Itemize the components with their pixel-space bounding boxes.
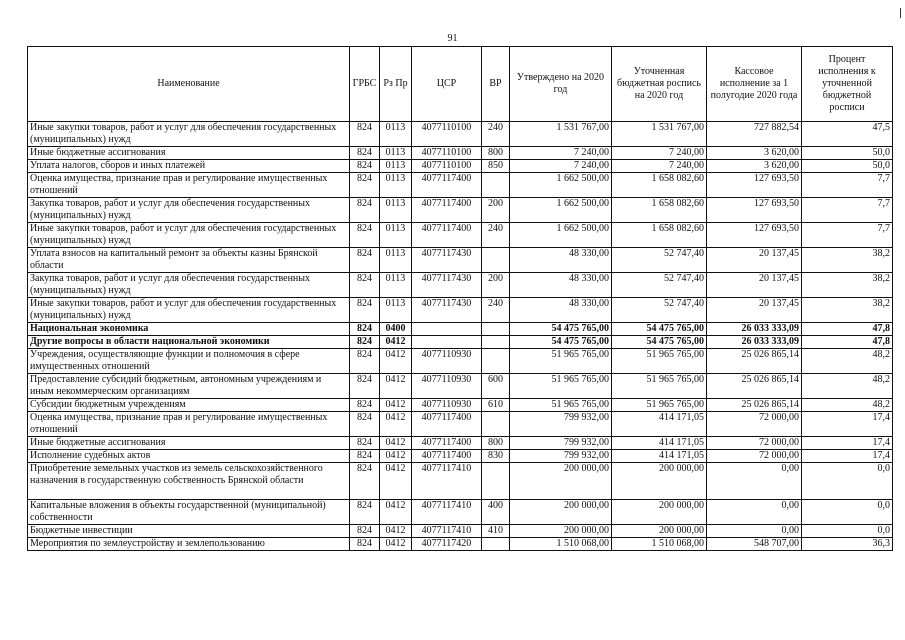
cell-rzpr: 0113 bbox=[380, 223, 412, 248]
cell-vr: 830 bbox=[482, 450, 510, 463]
cell-percent: 50,0 bbox=[802, 147, 893, 160]
cell-percent: 17,4 bbox=[802, 437, 893, 450]
cell-refined: 51 965 765,00 bbox=[612, 349, 707, 374]
cell-approved: 1 662 500,00 bbox=[510, 198, 612, 223]
cell-refined: 414 171,05 bbox=[612, 450, 707, 463]
cell-percent: 36,3 bbox=[802, 538, 893, 551]
cell-approved: 48 330,00 bbox=[510, 298, 612, 323]
cell-cash: 548 707,00 bbox=[707, 538, 802, 551]
cell-vr: 410 bbox=[482, 525, 510, 538]
table-row bbox=[28, 374, 893, 399]
cell-refined: 52 747,40 bbox=[612, 248, 707, 273]
cell-name: Иные бюджетные ассигнования bbox=[28, 437, 350, 450]
cell-approved: 1 510 068,00 bbox=[510, 538, 612, 551]
cell-vr: 610 bbox=[482, 399, 510, 412]
cell-name: Субсидии бюджетным учреждениям bbox=[28, 399, 350, 412]
cell-rzpr: 0113 bbox=[380, 122, 412, 147]
cell-refined: 51 965 765,00 bbox=[612, 399, 707, 412]
cell-rzpr: 0113 bbox=[380, 147, 412, 160]
cell-refined: 51 965 765,00 bbox=[612, 374, 707, 399]
cell-rzpr: 0113 bbox=[380, 298, 412, 323]
cell-name: Иные закупки товаров, работ и услуг для обеспечения государственных (муниципальных) нужд bbox=[28, 122, 350, 147]
cell-name: Другие вопросы в области национальной экономики bbox=[28, 336, 350, 349]
cell-vr: 240 bbox=[482, 122, 510, 147]
cell-approved: 51 965 765,00 bbox=[510, 349, 612, 374]
table-row bbox=[28, 198, 893, 223]
col-header-grbs: ГРБС bbox=[350, 47, 380, 122]
cell-rzpr: 0412 bbox=[380, 437, 412, 450]
table-row bbox=[28, 538, 893, 551]
cell-approved: 7 240,00 bbox=[510, 160, 612, 173]
cell-refined: 54 475 765,00 bbox=[612, 323, 707, 336]
cell-percent: 0,0 bbox=[802, 463, 893, 500]
cell-approved: 1 662 500,00 bbox=[510, 223, 612, 248]
cell-name: Исполнение судебных актов bbox=[28, 450, 350, 463]
cell-name: Бюджетные инвестиции bbox=[28, 525, 350, 538]
cell-name: Закупка товаров, работ и услуг для обеспечения государственных (муниципальных) нужд bbox=[28, 273, 350, 298]
cell-refined: 200 000,00 bbox=[612, 525, 707, 538]
cell-rzpr: 0113 bbox=[380, 173, 412, 198]
cell-csr bbox=[412, 323, 482, 336]
cell-approved: 1 662 500,00 bbox=[510, 173, 612, 198]
cell-approved: 799 932,00 bbox=[510, 412, 612, 437]
cell-grbs: 824 bbox=[350, 437, 380, 450]
cell-approved: 7 240,00 bbox=[510, 147, 612, 160]
cell-percent: 7,7 bbox=[802, 173, 893, 198]
cell-name: Капитальные вложения в объекты государственной (муниципальной) собственности bbox=[28, 500, 350, 525]
cell-refined: 54 475 765,00 bbox=[612, 336, 707, 349]
cell-percent: 17,4 bbox=[802, 450, 893, 463]
cell-refined: 200 000,00 bbox=[612, 500, 707, 525]
cell-vr bbox=[482, 248, 510, 273]
cell-vr: 400 bbox=[482, 500, 510, 525]
col-header-csr: ЦСР bbox=[412, 47, 482, 122]
col-header-percent: Процент исполнения к уточненной бюджетной росписи bbox=[802, 47, 893, 122]
cell-percent: 0,0 bbox=[802, 525, 893, 538]
cell-cash: 3 620,00 bbox=[707, 147, 802, 160]
cell-name: Национальная экономика bbox=[28, 323, 350, 336]
cell-cash: 727 882,54 bbox=[707, 122, 802, 147]
cell-csr: 4077117400 bbox=[412, 173, 482, 198]
cell-refined: 52 747,40 bbox=[612, 273, 707, 298]
cell-csr: 4077110930 bbox=[412, 374, 482, 399]
cell-name: Оценка имущества, признание прав и регулирование имущественных отношений bbox=[28, 173, 350, 198]
cell-vr bbox=[482, 349, 510, 374]
cell-percent: 0,0 bbox=[802, 500, 893, 525]
cell-grbs: 824 bbox=[350, 463, 380, 500]
col-header-name: Наименование bbox=[28, 47, 350, 122]
cell-rzpr: 0113 bbox=[380, 273, 412, 298]
cell-name: Уплата налогов, сборов и иных платежей bbox=[28, 160, 350, 173]
cell-refined: 1 658 082,60 bbox=[612, 198, 707, 223]
table-row bbox=[28, 336, 893, 349]
cell-csr: 4077110100 bbox=[412, 160, 482, 173]
cell-grbs: 824 bbox=[350, 122, 380, 147]
table-row bbox=[28, 273, 893, 298]
cell-percent: 7,7 bbox=[802, 223, 893, 248]
cell-refined: 1 531 767,00 bbox=[612, 122, 707, 147]
cell-percent: 38,2 bbox=[802, 248, 893, 273]
cell-vr bbox=[482, 412, 510, 437]
cell-cash: 72 000,00 bbox=[707, 450, 802, 463]
cell-vr bbox=[482, 336, 510, 349]
cell-rzpr: 0412 bbox=[380, 349, 412, 374]
table-row bbox=[28, 450, 893, 463]
cell-cash: 3 620,00 bbox=[707, 160, 802, 173]
cell-csr: 4077117430 bbox=[412, 273, 482, 298]
cell-grbs: 824 bbox=[350, 298, 380, 323]
cell-csr: 4077117400 bbox=[412, 198, 482, 223]
cell-refined: 414 171,05 bbox=[612, 412, 707, 437]
cell-csr: 4077117420 bbox=[412, 538, 482, 551]
cell-cash: 26 033 333,09 bbox=[707, 336, 802, 349]
cell-percent: 17,4 bbox=[802, 412, 893, 437]
cell-grbs: 824 bbox=[350, 198, 380, 223]
cell-vr: 800 bbox=[482, 437, 510, 450]
table-row bbox=[28, 463, 893, 500]
cell-grbs: 824 bbox=[350, 412, 380, 437]
cell-grbs: 824 bbox=[350, 500, 380, 525]
cell-refined: 1 658 082,60 bbox=[612, 223, 707, 248]
cell-percent: 48,2 bbox=[802, 349, 893, 374]
table-row bbox=[28, 323, 893, 336]
cell-rzpr: 0113 bbox=[380, 198, 412, 223]
cell-cash: 127 693,50 bbox=[707, 198, 802, 223]
cell-grbs: 824 bbox=[350, 173, 380, 198]
cell-vr bbox=[482, 538, 510, 551]
cell-grbs: 824 bbox=[350, 223, 380, 248]
cell-csr: 4077110930 bbox=[412, 399, 482, 412]
cell-csr: 4077110100 bbox=[412, 122, 482, 147]
cell-grbs: 824 bbox=[350, 323, 380, 336]
cell-percent: 47,8 bbox=[802, 323, 893, 336]
cell-vr bbox=[482, 323, 510, 336]
cell-vr: 240 bbox=[482, 223, 510, 248]
table-row bbox=[28, 349, 893, 374]
cell-vr bbox=[482, 173, 510, 198]
cell-percent: 48,2 bbox=[802, 399, 893, 412]
table-row bbox=[28, 122, 893, 147]
cell-csr bbox=[412, 336, 482, 349]
cell-name: Мероприятия по землеустройству и землепользованию bbox=[28, 538, 350, 551]
cell-percent: 50,0 bbox=[802, 160, 893, 173]
table-row bbox=[28, 248, 893, 273]
cell-grbs: 824 bbox=[350, 525, 380, 538]
cell-rzpr: 0412 bbox=[380, 500, 412, 525]
budget-execution-table bbox=[27, 46, 893, 551]
cell-percent: 47,8 bbox=[802, 336, 893, 349]
cell-rzpr: 0412 bbox=[380, 463, 412, 500]
cell-vr: 200 bbox=[482, 273, 510, 298]
table-row bbox=[28, 223, 893, 248]
cell-cash: 72 000,00 bbox=[707, 437, 802, 450]
cell-percent: 38,2 bbox=[802, 298, 893, 323]
cell-csr: 4077117410 bbox=[412, 500, 482, 525]
cell-approved: 799 932,00 bbox=[510, 450, 612, 463]
cell-rzpr: 0412 bbox=[380, 374, 412, 399]
cell-cash: 25 026 865,14 bbox=[707, 399, 802, 412]
cell-cash: 20 137,45 bbox=[707, 248, 802, 273]
cell-csr: 4077110930 bbox=[412, 349, 482, 374]
cell-rzpr: 0412 bbox=[380, 450, 412, 463]
cell-cash: 0,00 bbox=[707, 525, 802, 538]
cell-rzpr: 0412 bbox=[380, 538, 412, 551]
cell-grbs: 824 bbox=[350, 399, 380, 412]
cell-cash: 72 000,00 bbox=[707, 412, 802, 437]
cell-name: Иные закупки товаров, работ и услуг для обеспечения государственных (муниципальных) нужд bbox=[28, 223, 350, 248]
col-header-vr: ВР bbox=[482, 47, 510, 122]
cell-csr: 4077110100 bbox=[412, 147, 482, 160]
cell-csr: 4077117410 bbox=[412, 463, 482, 500]
cell-approved: 200 000,00 bbox=[510, 500, 612, 525]
cell-name: Оценка имущества, признание прав и регулирование имущественных отношений bbox=[28, 412, 350, 437]
cell-csr: 4077117400 bbox=[412, 437, 482, 450]
cell-csr: 4077117410 bbox=[412, 525, 482, 538]
cell-refined: 414 171,05 bbox=[612, 437, 707, 450]
table-row bbox=[28, 500, 893, 525]
cell-cash: 26 033 333,09 bbox=[707, 323, 802, 336]
cell-name: Иные закупки товаров, работ и услуг для обеспечения государственных (муниципальных) нужд bbox=[28, 298, 350, 323]
cell-vr: 240 bbox=[482, 298, 510, 323]
cell-approved: 51 965 765,00 bbox=[510, 399, 612, 412]
cell-approved: 799 932,00 bbox=[510, 437, 612, 450]
cell-csr: 4077117430 bbox=[412, 298, 482, 323]
cell-approved: 1 531 767,00 bbox=[510, 122, 612, 147]
cell-cash: 20 137,45 bbox=[707, 273, 802, 298]
cell-refined: 52 747,40 bbox=[612, 298, 707, 323]
cell-cash: 0,00 bbox=[707, 500, 802, 525]
cell-cash: 127 693,50 bbox=[707, 223, 802, 248]
cell-refined: 1 658 082,60 bbox=[612, 173, 707, 198]
cell-approved: 200 000,00 bbox=[510, 525, 612, 538]
cell-approved: 54 475 765,00 bbox=[510, 323, 612, 336]
cell-rzpr: 0412 bbox=[380, 399, 412, 412]
cell-grbs: 824 bbox=[350, 147, 380, 160]
table-row bbox=[28, 399, 893, 412]
page-number: 91 bbox=[447, 33, 458, 44]
cell-grbs: 824 bbox=[350, 248, 380, 273]
cell-csr: 4077117400 bbox=[412, 450, 482, 463]
cell-cash: 25 026 865,14 bbox=[707, 349, 802, 374]
cell-refined: 200 000,00 bbox=[612, 463, 707, 500]
col-header-approved: Утверждено на 2020 год bbox=[510, 47, 612, 122]
table-header-row bbox=[28, 47, 893, 122]
cell-name: Приобретение земельных участков из земель сельскохозяйственного назначения в государственную собственность Брянской области bbox=[28, 463, 350, 500]
cell-cash: 127 693,50 bbox=[707, 173, 802, 198]
cell-grbs: 824 bbox=[350, 374, 380, 399]
cell-percent: 48,2 bbox=[802, 374, 893, 399]
cell-percent: 38,2 bbox=[802, 273, 893, 298]
cell-vr: 200 bbox=[482, 198, 510, 223]
cell-cash: 25 026 865,14 bbox=[707, 374, 802, 399]
cell-grbs: 824 bbox=[350, 538, 380, 551]
cell-approved: 54 475 765,00 bbox=[510, 336, 612, 349]
cell-approved: 200 000,00 bbox=[510, 463, 612, 500]
cell-rzpr: 0400 bbox=[380, 323, 412, 336]
cell-grbs: 824 bbox=[350, 273, 380, 298]
cell-grbs: 824 bbox=[350, 349, 380, 374]
cell-vr: 850 bbox=[482, 160, 510, 173]
cell-name: Уплата взносов на капитальный ремонт за объекты казны Брянской области bbox=[28, 248, 350, 273]
col-header-refined: Уточненная бюджетная роспись на 2020 год bbox=[612, 47, 707, 122]
cell-vr: 800 bbox=[482, 147, 510, 160]
table-row bbox=[28, 298, 893, 323]
cell-grbs: 824 bbox=[350, 450, 380, 463]
cell-cash: 0,00 bbox=[707, 463, 802, 500]
cell-rzpr: 0412 bbox=[380, 412, 412, 437]
table-row bbox=[28, 147, 893, 160]
cell-approved: 48 330,00 bbox=[510, 273, 612, 298]
cell-rzpr: 0113 bbox=[380, 160, 412, 173]
scan-edge-mark bbox=[900, 8, 901, 18]
col-header-rzpr: Рз Пр bbox=[380, 47, 412, 122]
table-row bbox=[28, 173, 893, 198]
table-row bbox=[28, 525, 893, 538]
cell-vr bbox=[482, 463, 510, 500]
cell-approved: 48 330,00 bbox=[510, 248, 612, 273]
table-row bbox=[28, 437, 893, 450]
cell-csr: 4077117400 bbox=[412, 223, 482, 248]
cell-refined: 7 240,00 bbox=[612, 147, 707, 160]
col-header-cash: Кассовое исполнение за 1 полугодие 2020 года bbox=[707, 47, 802, 122]
table-row bbox=[28, 160, 893, 173]
cell-grbs: 824 bbox=[350, 160, 380, 173]
cell-percent: 7,7 bbox=[802, 198, 893, 223]
cell-name: Предоставление субсидий бюджетным, автономным учреждениям и иным некоммерческим организациям bbox=[28, 374, 350, 399]
cell-csr: 4077117400 bbox=[412, 412, 482, 437]
cell-percent: 47,5 bbox=[802, 122, 893, 147]
cell-name: Иные бюджетные ассигнования bbox=[28, 147, 350, 160]
cell-vr: 600 bbox=[482, 374, 510, 399]
cell-name: Учреждения, осуществляющие функции и полномочия в сфере имущественных отношений bbox=[28, 349, 350, 374]
cell-rzpr: 0412 bbox=[380, 525, 412, 538]
cell-refined: 7 240,00 bbox=[612, 160, 707, 173]
cell-refined: 1 510 068,00 bbox=[612, 538, 707, 551]
cell-approved: 51 965 765,00 bbox=[510, 374, 612, 399]
cell-cash: 20 137,45 bbox=[707, 298, 802, 323]
table-row bbox=[28, 412, 893, 437]
cell-rzpr: 0412 bbox=[380, 336, 412, 349]
cell-grbs: 824 bbox=[350, 336, 380, 349]
cell-rzpr: 0113 bbox=[380, 248, 412, 273]
cell-name: Закупка товаров, работ и услуг для обеспечения государственных (муниципальных) нужд bbox=[28, 198, 350, 223]
cell-csr: 4077117430 bbox=[412, 248, 482, 273]
